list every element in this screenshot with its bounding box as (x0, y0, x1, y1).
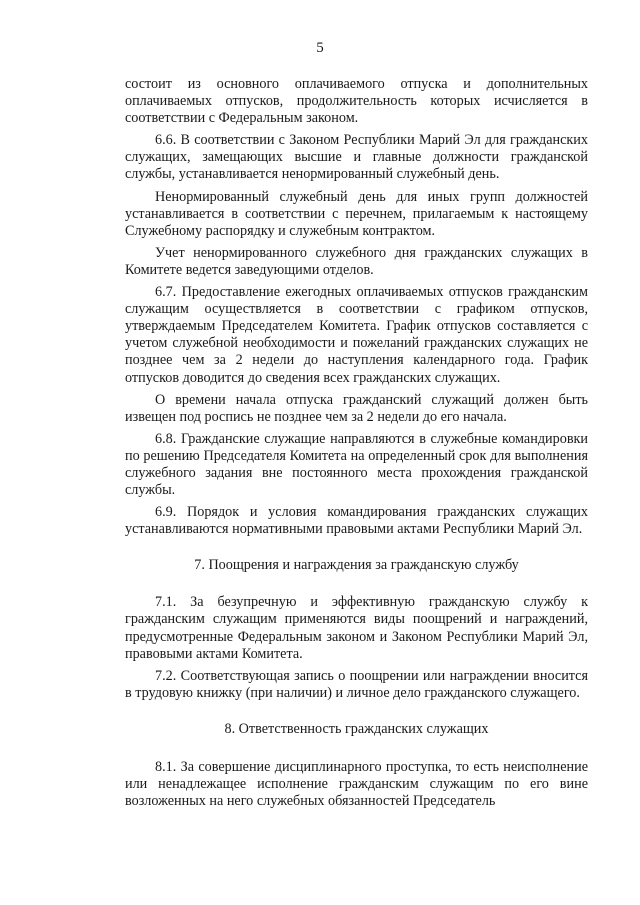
section-7-heading: 7. Поощрения и награждения за гражданскую службу (194, 557, 519, 574)
paragraph-irregular-day-record: Учет ненормированного служебного дня гражданских служащих в Комитете ведется заведующими отделов. (125, 244, 588, 278)
paragraph-6-8: 6.8. Гражданские служащие направляются в служебные командировки по решению Председателя Комитета на определенный срок для выполнения служебного задания вне постоянного места прохождения гражданской службы. (125, 430, 588, 499)
paragraph-7-1: 7.1. За безупречную и эффективную гражданскую службу к гражданским служащим применяются виды поощрений и награждений, предусмотренные Федеральным законом и Законом Республики Марий Эл, правовыми актами Комитета. (125, 594, 588, 662)
paragraph-continuation: состоит из основного оплачиваемого отпуска и дополнительных оплачиваемых отпусков, продолжительность которых исчисляется в соответствии с Федеральным законом. (125, 76, 588, 127)
paragraph-6-9: 6.9. Порядок и условия командирования гражданских служащих устанавливаются нормативными правовыми актами Республики Марий Эл. (125, 504, 588, 538)
paragraph-6-7: 6.7. Предоставление ежегодных оплачиваемых отпусков гражданским служащим осуществляется в соответствии с графиком отпусков, утверждаемым Председателем Комитета. График отпусков составляется с учетом служебной необходимости и пожеланий гражданских служащих не позднее чем за 2 недели до наступления календарного года. График отпусков доводится до сведения всех гражданских служащих. (125, 284, 588, 386)
section-8-heading: 8. Ответственность гражданских служащих (224, 720, 489, 737)
paragraph-6-6: 6.6. В соответствии с Законом Республики Марий Эл для гражданских служащих, замещающих высшие и главные должности гражданской службы, устанавливается ненормированный служебный день. (125, 132, 588, 183)
page-number: 5 (316, 40, 324, 56)
paragraph-8-1: 8.1. За совершение дисциплинарного проступка, то есть неисполнение или ненадлежащее исполнение гражданским служащим по его вине возложенных на него служебных обязанностей Председатель (125, 758, 588, 810)
paragraph-vacation-notice: О времени начала отпуска гражданский служащий должен быть извещен под роспись не позднее чем за 2 недели до его начала. (125, 391, 588, 425)
paragraph-7-2: 7.2. Соответствующая запись о поощрении или награждении вносится в трудовую книжку (при наличии) и личное дело гражданского служащего. (125, 667, 588, 701)
document-body (125, 76, 588, 815)
paragraph-irregular-day: Ненормированный служебный день для иных групп должностей устанавливается в соответствии с перечнем, прилагаемым к настоящему Служебному распорядку и служебным контрактом. (125, 188, 588, 239)
